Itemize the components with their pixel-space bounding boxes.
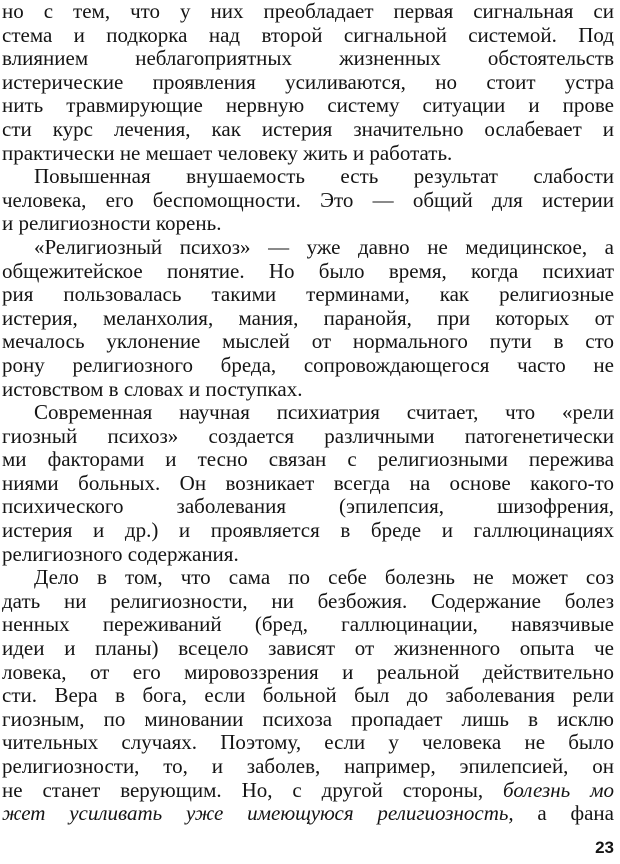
text-line: практически не мешает человеку жить и работать. <box>2 140 453 165</box>
text-line: истерия и др.) и проявляется в бреде и галлюцинациях <box>2 518 614 543</box>
text-line: сти курс лечения, как истерия значительно ослабевает и <box>2 116 614 141</box>
text-line: влиянием неблагоприятных жизненных обстоятельств <box>2 46 614 71</box>
body-text <box>2 0 614 826</box>
text-line: рия пользовалась такими терминами, как религиозные <box>2 282 614 307</box>
text-line: но с тем, что у них преобладает первая сигнальная си <box>2 0 614 23</box>
text-line: истерия, меланхолия, мания, паранойя, при которых от <box>2 305 614 330</box>
text-line: нить травмирующие нервную систему ситуации и прове <box>2 93 614 118</box>
text-line: сти. Вера в бога, если больной был до заболевания рели <box>2 683 614 708</box>
text-line: мечалось уклонение мыслей от нормального пути в сто <box>2 329 614 354</box>
italic-segment: жет усиливать уже имеющуюся религиозность, <box>2 801 514 826</box>
text-line: истерические проявления усиливаются, но стоит устра <box>2 69 614 94</box>
text-line: истовством в словах и поступках. <box>2 376 303 401</box>
text-line: Повышенная внушаемость есть результат слабости <box>34 164 614 189</box>
text-line: ми факторами и тесно связан с религиозными пережива <box>2 447 614 472</box>
text-line: общежитейское понятие. Но было время, когда психиат <box>2 258 614 283</box>
text-line: ниями больных. Он возникает всегда на основе какого-то <box>2 470 614 495</box>
text-line: религиозного содержания. <box>2 541 239 566</box>
text-line: «Религиозный психоз» — уже давно не медицинское, а <box>34 234 614 259</box>
text-line: рону религиозного бреда, сопровождающегося часто не <box>2 352 614 377</box>
text-line: гиозный психоз» создается различными патогенетически <box>2 423 614 448</box>
text-line-mixed <box>2 802 614 826</box>
text-line: религиозности, то, и заболев, например, эпилепсией, он <box>2 754 614 778</box>
text-line: идеи и планы) всецело зависят от жизненного опыта че <box>2 636 614 661</box>
text-line: ненных переживаний (бред, галлюцинации, навязчивые <box>2 612 614 637</box>
text-segment: не станет верующим. Но, с другой стороны, <box>2 777 504 802</box>
text-line: ловека, от его мировоззрения и реальной действительно <box>2 659 614 684</box>
italic-segment: болезнь мо <box>503 777 614 802</box>
text-line: дать ни религиозности, ни безбожия. Содержание болез <box>2 588 614 613</box>
text-line: человека, его беспомощности. Это — общий для истерии <box>2 187 614 212</box>
text-segment: а фана <box>513 801 614 826</box>
text-line: психического заболевания (эпилепсия, шизофрения, <box>2 494 614 519</box>
text-line: Современная научная психиатрия считает, что «рели <box>34 400 614 425</box>
text-line: стема и подкорка над второй сигнальной системой. Под <box>2 22 614 47</box>
text-line: Дело в том, что сама по себе болезнь не может соз <box>34 565 614 590</box>
text-line: чительных случаях. Поэтому, если у человека не было <box>2 730 614 755</box>
text-line: и религиозности корень. <box>2 211 222 236</box>
page-number: 23 <box>595 838 614 857</box>
text-line: гиозным, по миновании психоза пропадает лишь в исклю <box>2 706 614 731</box>
text-line-mixed <box>2 779 614 803</box>
